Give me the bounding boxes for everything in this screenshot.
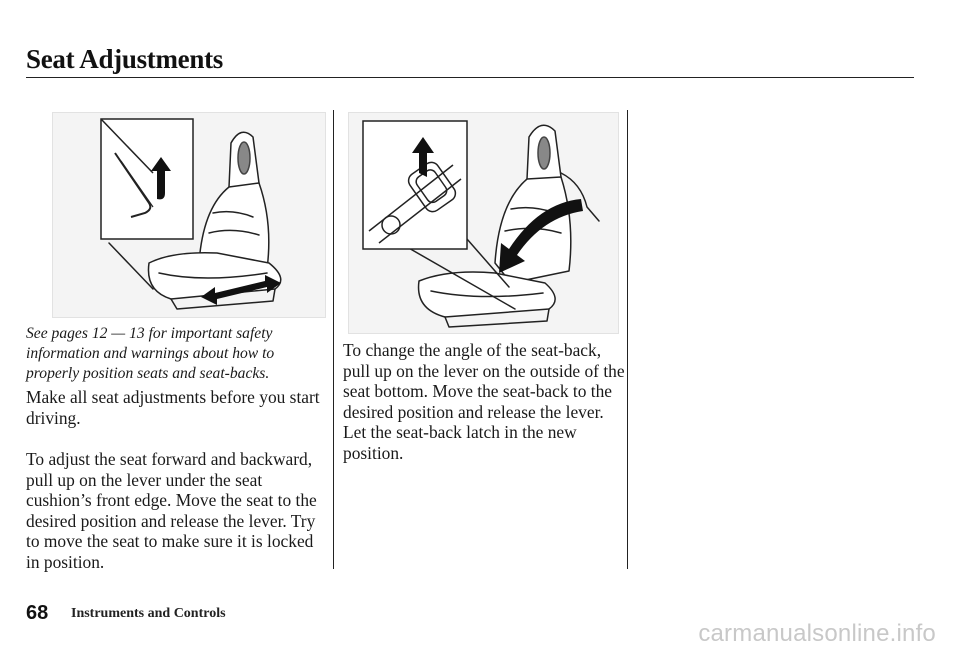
section-name: Instruments and Controls: [71, 606, 226, 621]
title-divider: [26, 77, 914, 78]
watermark: carmanualsonline.info: [698, 620, 936, 647]
paragraph-fore-aft-adjustment: To adjust the seat forward and backward, pull up on the lever under the seat cushion’s front edge. Move the seat to the desired position and release the lever. Try to move the seat to make sure it is locked in position.: [26, 449, 317, 572]
safety-note: See pages 12 — 13 for important safety information and warnings about how to properly position seats and seat-backs.: [26, 325, 275, 382]
paragraph-before-driving: Make all seat adjustments before you start driving.: [26, 387, 320, 428]
page-title: Seat Adjustments: [26, 44, 223, 74]
seat-recline-illustration: [348, 112, 619, 334]
seat-icon: [53, 113, 325, 317]
page-number: 68: [26, 602, 49, 624]
seat-icon: [349, 113, 618, 333]
column-divider-left: [333, 110, 334, 569]
paragraph-seatback-adjustment: To change the angle of the seat-back, pull up on the lever on the outside of the seat bottom. Move the seat-back to the desired position and release the lever. Let the seat-back latch in the new position.: [343, 340, 625, 463]
seat-fore-aft-illustration: [52, 112, 326, 318]
